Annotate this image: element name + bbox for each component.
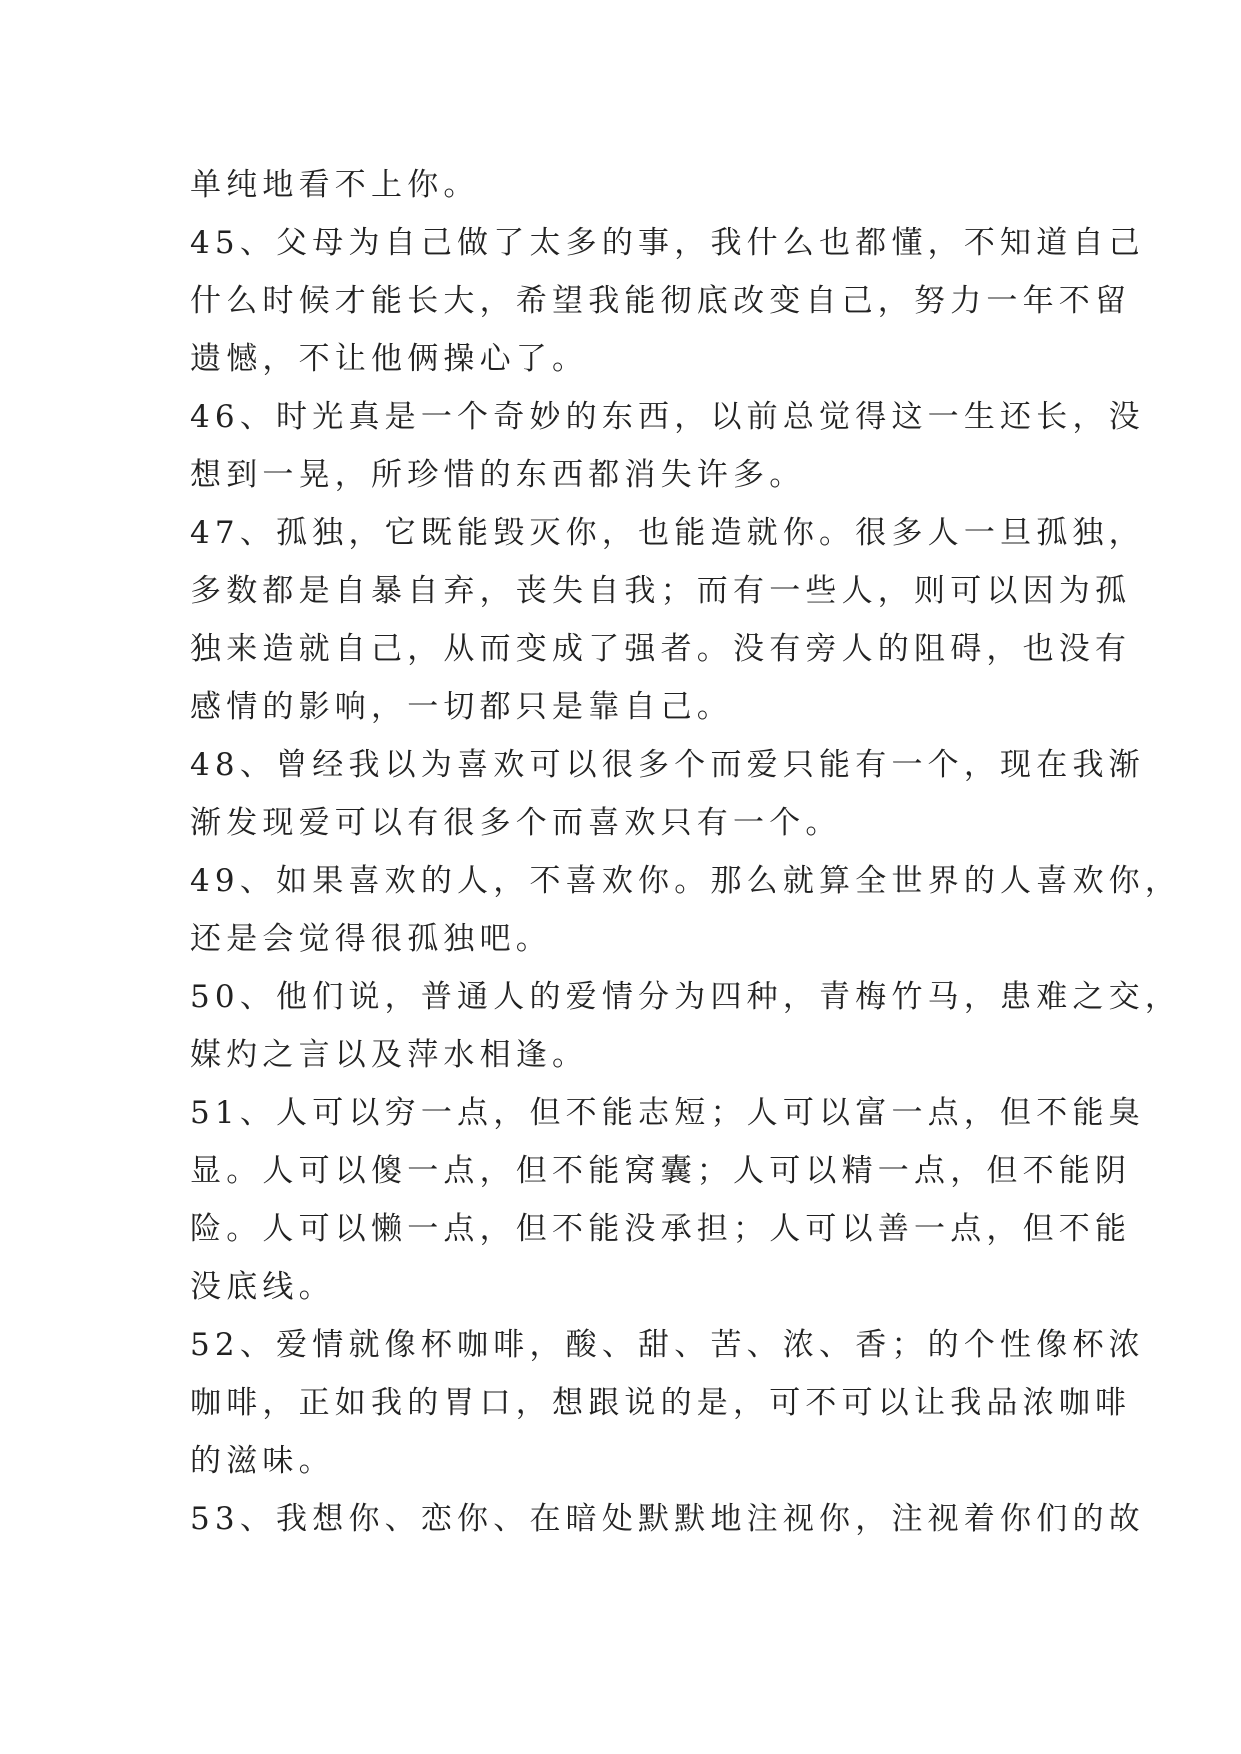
text-line: 遗憾，不让他俩操心了。 <box>190 341 589 377</box>
text-line: 49、如果喜欢的人，不喜欢你。那么就算全世界的人喜欢你， <box>190 863 1182 899</box>
text-line: 险。人可以懒一点，但不能没承担；人可以善一点，但不能 <box>190 1211 1132 1247</box>
text-line: 咖啡，正如我的胃口，想跟说的是，可不可以让我品浓咖啡 <box>190 1385 1132 1421</box>
text-line: 显。人可以傻一点，但不能窝囊；人可以精一点，但不能阴 <box>190 1153 1132 1189</box>
text-line: 52、爱情就像杯咖啡，酸、甜、苦、浓、香；的个性像杯浓 <box>190 1327 1145 1363</box>
text-line: 45、父母为自己做了太多的事，我什么也都懂，不知道自己 <box>190 225 1145 261</box>
text-line: 独来造就自己，从而变成了强者。没有旁人的阻碍，也没有 <box>190 631 1132 667</box>
text-line: 的滋味。 <box>190 1443 335 1479</box>
text-line: 50、他们说，普通人的爱情分为四种，青梅竹马，患难之交， <box>190 979 1182 1015</box>
text-line: 还是会觉得很孤独吧。 <box>190 921 552 957</box>
text-line: 47、孤独，它既能毁灭你，也能造就你。很多人一旦孤独， <box>190 515 1145 551</box>
text-line: 46、时光真是一个奇妙的东西，以前总觉得这一生还长，没 <box>190 399 1145 435</box>
text-line: 53、我想你、恋你、在暗处默默地注视你，注视着你们的故 <box>190 1501 1145 1537</box>
text-line: 渐发现爱可以有很多个而喜欢只有一个。 <box>190 805 842 841</box>
text-line: 没底线。 <box>190 1269 335 1305</box>
text-line: 想到一晃，所珍惜的东西都消失许多。 <box>190 457 806 493</box>
text-line: 48、曾经我以为喜欢可以很多个而爱只能有一个，现在我渐 <box>190 747 1145 783</box>
text-line: 单纯地看不上你。 <box>190 167 480 203</box>
text-line: 什么时候才能长大，希望我能彻底改变自己，努力一年不留 <box>190 283 1132 319</box>
text-line: 51、人可以穷一点，但不能志短；人可以富一点，但不能臭 <box>190 1095 1145 1131</box>
text-line: 多数都是自暴自弃，丧失自我；而有一些人，则可以因为孤 <box>190 573 1132 609</box>
text-line: 感情的影响，一切都只是靠自己。 <box>190 689 733 725</box>
text-line: 媒灼之言以及萍水相逢。 <box>190 1037 589 1073</box>
